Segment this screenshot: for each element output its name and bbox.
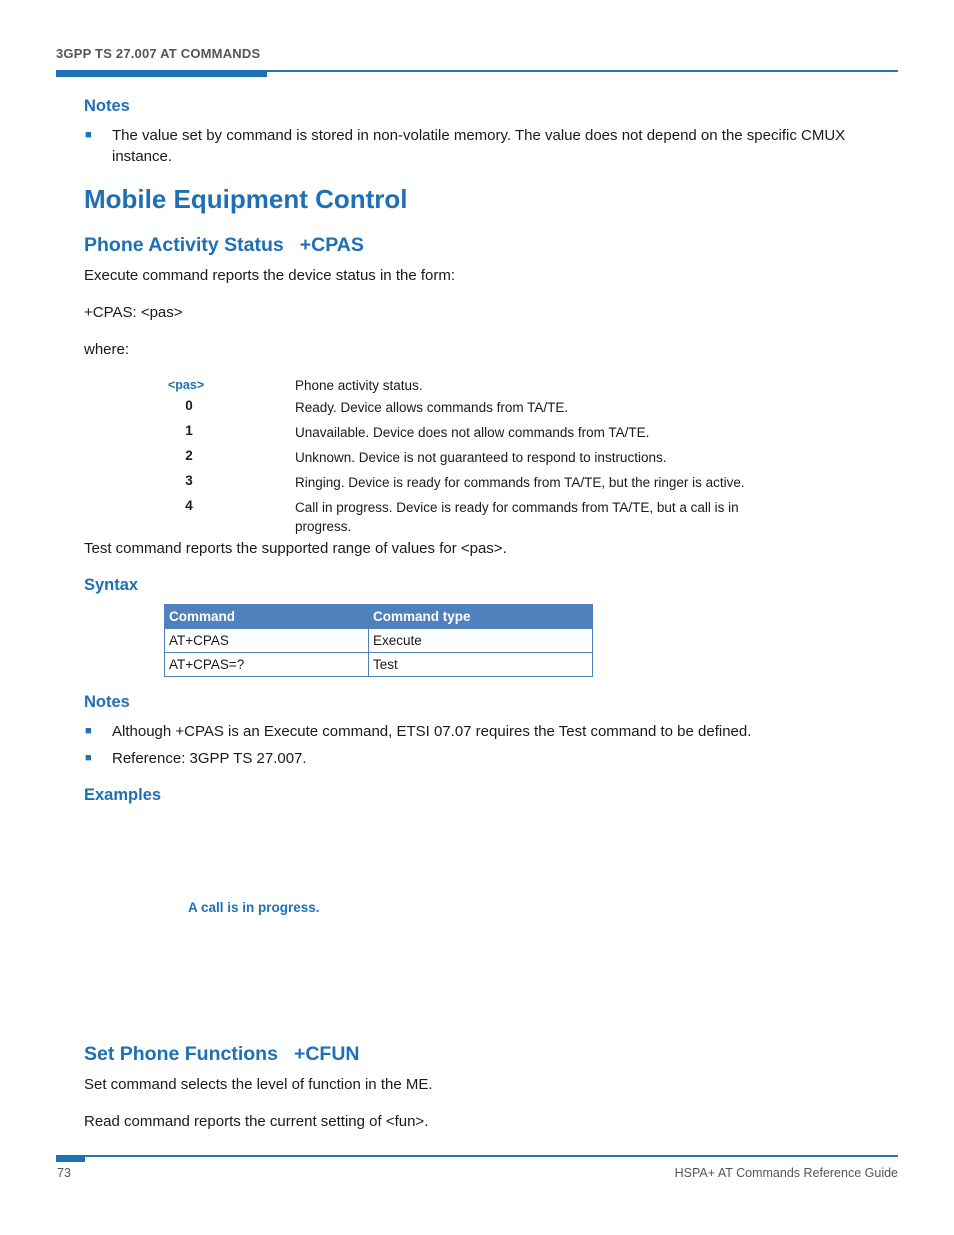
table-row <box>165 653 593 677</box>
cpas-note-item: Although +CPAS is an Execute command, ETSI 07.07 requires the Test command to be defined. <box>112 723 752 740</box>
pas-value-4: 4 <box>185 498 193 513</box>
cpas-where: where: <box>84 341 130 358</box>
syntax-table-wrapper <box>164 604 593 677</box>
pas-value-1: 1 <box>185 423 193 438</box>
pas-value-4-description-line1: Call in progress. Device is ready for commands from TA/TE, but a call is in <box>295 500 739 515</box>
pas-value-2: 2 <box>185 448 193 463</box>
pas-value-3-description: Ringing. Device is ready for commands from TA/TE, but the ringer is active. <box>295 475 745 490</box>
header-accent-bar <box>56 70 267 77</box>
table-cell: AT+CPAS <box>165 629 369 653</box>
cpas-test-description: Test command reports the supported range of values for <pas>. <box>84 540 507 557</box>
square-bullet-icon: ■ <box>85 725 92 737</box>
cpas-note-item: Reference: 3GPP TS 27.007. <box>112 750 307 767</box>
pas-value-4-description-line2: progress. <box>295 519 352 534</box>
notes-top-item-line1: The value set by command is stored in non-volatile memory. The value does not depend on the specific CMUX <box>112 127 846 144</box>
table-cell: AT+CPAS=? <box>165 653 369 677</box>
pas-value-0: 0 <box>185 398 193 413</box>
param-description-pas: Phone activity status. <box>295 378 423 393</box>
cpas-title-text: Phone Activity Status <box>84 234 284 256</box>
table-cell: Test <box>369 653 593 677</box>
syntax-col-command: Command <box>165 605 369 629</box>
guide-name: HSPA+ AT Commands Reference Guide <box>674 1166 898 1180</box>
syntax-table <box>164 604 593 677</box>
square-bullet-icon: ■ <box>85 752 92 764</box>
running-header-title: 3GPP TS 27.007 AT COMMANDS <box>56 46 261 61</box>
pas-value-2-description: Unknown. Device is not guaranteed to respond to instructions. <box>295 450 667 465</box>
notes-top-item-line2: instance. <box>112 148 173 165</box>
example-call-in-progress: A call is in progress. <box>188 900 320 915</box>
param-name-pas: <pas> <box>168 378 205 392</box>
pas-value-1-description: Unavailable. Device does not allow commands from TA/TE. <box>295 425 650 440</box>
cfun-section-title <box>84 1043 359 1066</box>
cfun-command-name: +CFUN <box>293 1043 360 1065</box>
cpas-command-name: +CPAS <box>299 234 364 256</box>
footer-rule <box>56 1155 898 1157</box>
square-bullet-icon: ■ <box>85 129 92 141</box>
syntax-col-command-type: Command type <box>369 605 593 629</box>
table-row <box>165 629 593 653</box>
pas-value-3: 3 <box>185 473 193 488</box>
table-cell: Execute <box>369 629 593 653</box>
cfun-set-description: Set command selects the level of function in the ME. <box>84 1076 433 1093</box>
pas-value-0-description: Ready. Device allows commands from TA/TE. <box>295 400 569 415</box>
cpas-intro: Execute command reports the device status in the form: <box>84 267 456 284</box>
cpas-section-title <box>84 234 364 257</box>
cfun-title-text: Set Phone Functions <box>84 1043 278 1065</box>
syntax-heading: Syntax <box>84 576 139 594</box>
cpas-notes-heading: Notes <box>84 693 130 711</box>
cpas-response-format: +CPAS: <pas> <box>84 304 183 321</box>
page-number: 73 <box>57 1166 71 1180</box>
syntax-table-header-row <box>165 605 593 629</box>
cfun-read-description: Read command reports the current setting of <fun>. <box>84 1113 429 1130</box>
footer-accent-bar <box>56 1155 85 1162</box>
examples-heading: Examples <box>84 786 162 804</box>
chapter-title: Mobile Equipment Control <box>84 184 408 214</box>
notes-heading-top: Notes <box>84 97 130 115</box>
